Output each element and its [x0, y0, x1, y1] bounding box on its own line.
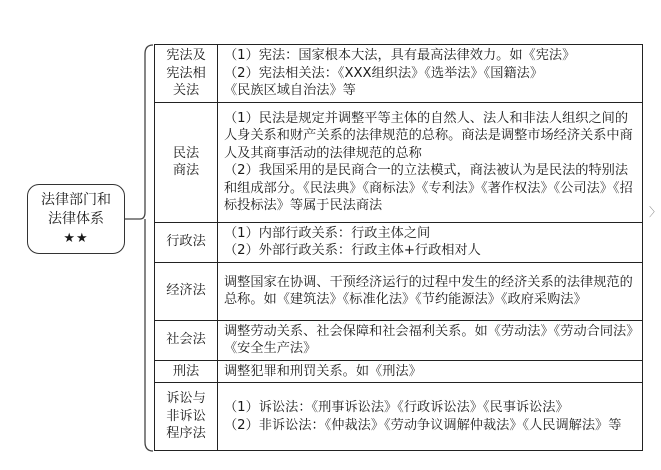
- topic-title-line2: 法律体系: [48, 210, 104, 227]
- department-name: [155, 222, 218, 262]
- department-description: [218, 383, 643, 451]
- description-line: 调整国家在协调、干预经济运行的过程中发生的经济关系的法律规范的总称。如《建筑法》《标准化法》《节约能源法》《政府采购法》: [224, 274, 633, 307]
- table-row: [155, 262, 643, 320]
- department-name: [155, 320, 218, 360]
- department-description: [218, 360, 643, 383]
- department-description: [218, 320, 643, 360]
- description-line: （1）内部行政关系：行政主体之间: [224, 225, 431, 241]
- table-row: [155, 320, 643, 360]
- department-name-text: 刑法: [172, 363, 200, 379]
- department-name-text: 行政法: [166, 234, 206, 250]
- department-name: [155, 262, 218, 320]
- department-name-text: 宪法及宪法相关法: [166, 48, 206, 98]
- department-name-text: 经济法: [166, 283, 206, 299]
- importance-stars: ★★: [63, 230, 89, 246]
- law-department-table: [154, 44, 643, 451]
- department-name-text: 社会法: [166, 332, 206, 348]
- table-row: [155, 45, 643, 103]
- department-name-text: 诉讼与非诉讼程序法: [166, 391, 206, 442]
- department-name: [155, 102, 218, 222]
- table-row: [155, 383, 643, 451]
- department-name: [155, 45, 218, 103]
- description-line: 调整劳动关系、社会保障和社会福利关系。如《劳动法》《劳动合同法》《安全生产法》: [224, 323, 633, 356]
- department-name: [155, 360, 218, 383]
- description-line: （2）非诉讼法：《仲裁法》《劳动争议调解仲裁法》《人民调解法》等: [224, 417, 622, 433]
- description-line: 调整犯罪和刑罚关系。如《刑法》: [224, 363, 422, 379]
- topic-title-line1: 法律部门和: [41, 191, 111, 208]
- department-name: [155, 383, 218, 451]
- department-description: [218, 102, 643, 222]
- description-line: 《民族区域自治法》等: [224, 83, 356, 98]
- table-row: [155, 360, 643, 383]
- table-row: [155, 222, 643, 262]
- description-line: （2）我国采用的是民商合一的立法模式，商法被认为是民法的特别法和组成部分。《民法典》《商标法》《专利法》《著作权法》《公司法》《招标投标法》等属于民法商法: [224, 163, 633, 213]
- department-description: [218, 222, 643, 262]
- description-line: （1）宪法：国家根本大法，具有最高法律效力。如《宪法》: [224, 48, 576, 63]
- description-line: （1）诉讼法：《刑事诉讼法》《行政诉讼法》《民事诉讼法》: [224, 400, 569, 415]
- collapse-chevron-icon[interactable]: 〉: [649, 205, 661, 219]
- description-line: （2）宪法相关法：《XXX组织法》《选举法》《国籍法》: [224, 65, 544, 81]
- description-line: （2）外部行政关系：行政主体+行政相对人: [224, 243, 481, 258]
- table-row: [155, 102, 643, 222]
- department-description: [218, 262, 643, 320]
- department-description: [218, 45, 643, 103]
- description-line: （1）民法是规定并调整平等主体的自然人、法人和非法人组织之间的人身关系和财产关系的法律规范的总称。商法是调整市场经济关系中商人及其商事活动的法律规范的总称: [224, 110, 633, 161]
- department-name-text: 民法商法: [172, 145, 200, 178]
- topic-node-law-system[interactable]: [27, 184, 125, 254]
